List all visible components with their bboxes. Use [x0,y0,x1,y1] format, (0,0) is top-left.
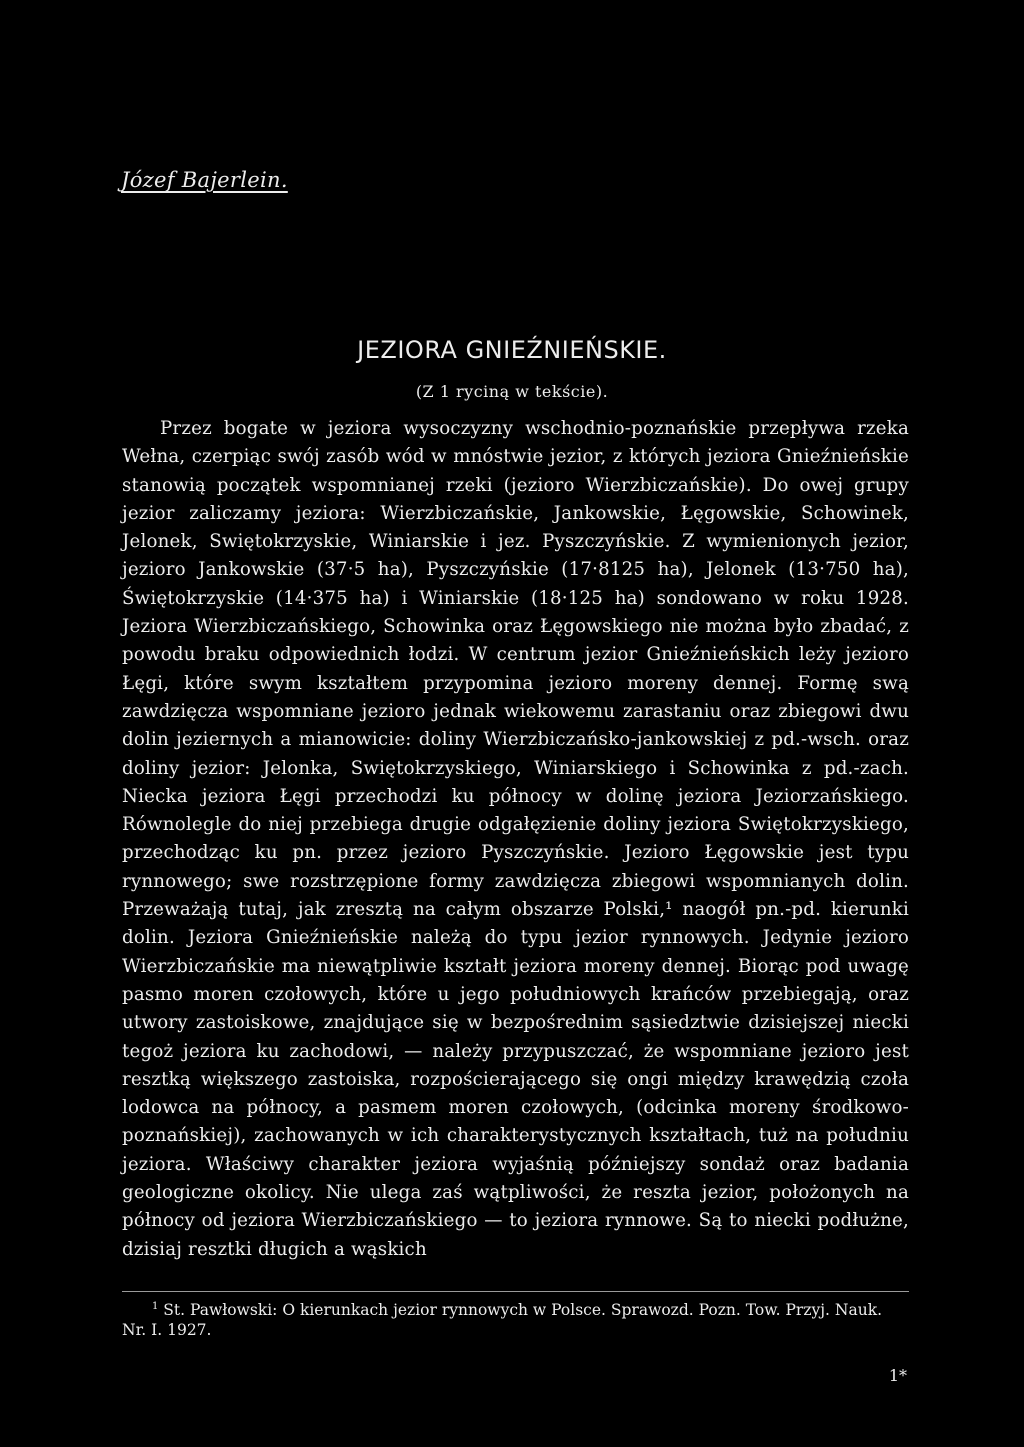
footnote [122,1297,909,1340]
author-name: Józef Bajerlein. [121,168,288,192]
body-paragraph: Przez bogate w jeziora wysoczyzny wschodnio-poznańskie przepływa rzeka Wełna, czerpiąc swój zasób wód w mnóstwie jezior, z których jeziora Gnieźnieńskie stanowią początek wspomnianej rzeki (jezioro Wierzbiczańskie). Do owej grupy jezior zaliczamy jeziora: Wierzbiczańskie, Jankowskie, Łęgowskie, Schowinek, Jelonek, Swiętokrzyskie, Winiarskie i jez. Pyszczyńskie. Z wymienionych jezior, jezioro Jankowskie (37·5 ha), Pyszczyńskie (17·8125 ha), Jelonek (13·750 ha), Świętokrzyskie (14·375 ha) i Winiarskie (18·125 ha) sondowano w roku 1928. Jeziora Wierzbiczańskiego, Schowinka oraz Łęgowskiego nie można było zbadać, z powodu braku odpowiednich łodzi. W centrum jezior Gnieźnieńskich leży jezioro Łęgi, które swym kształtem przypomina jezioro moreny dennej. Formę swą zawdzięcza wspomniane jezioro jednak wiekowemu zarastaniu oraz zbiegowi dwu dolin jeziernych a mianowicie: doliny Wierzbiczańsko-jankowskiej z pd.-wsch. oraz doliny jezior: Jelonka, Swiętokrzyskiego, Winiarskiego i Schowinka z pd.-zach. Niecka jeziora Łęgi przechodzi ku północy w dolinę jeziora Jeziorzańskiego. Równolegle do niej przebiega drugie odgałęzienie doliny jeziora Swiętokrzyskiego, przechodząc ku pn. przez jezioro Pyszczyńskie. Jezioro Łęgowskie jest typu rynnowego; swe rozstrzępione formy zawdzięcza zbiegowi wspomnianych dolin. Przeważają tutaj, jak zresztą na całym obszarze Polski,¹ naogół pn.-pd. kierunki dolin. Jeziora Gnieźnieńskie należą do typu jezior rynnowych. Jedynie jezioro Wierzbiczańskie ma niewątpliwie kształt jeziora moreny dennej. Biorąc pod uwagę pasmo moren czołowych, które u jego południowych krańców przebiegają, oraz utwory zastoiskowe, znajdujące się w bezpośrednim sąsiedztwie dzisiejszej niecki tegoż jeziora ku zachodowi, — należy przypuszczać, że wspomniane jezioro jest resztką większego zastoiska, rozpościerającego się ongi między krawędzią czoła lodowca na północy, a pasmem moren czołowych, (odcinka moreny środkowo-poznańskiej), zachowanych w ich charakterystycznych kształtach, tuż na południu jeziora. Właściwy charakter jeziora wyjaśnią późniejszy sondaż oraz badania geologiczne okolicy. Nie ulega zaś wątpliwości, że reszta jezior, położonych na północy od jeziora Wierzbiczańskiego — to jeziora rynnowe. Są to niecki podłużne, dzisiaj resztki długich a wąskich [122,418,909,1260]
signature-mark: 1* [888,1366,907,1385]
article-title: JEZIORA GNIEŹNIEŃSKIE. [357,336,667,364]
footnote-marker: 1 [152,1301,159,1312]
footnote-divider [122,1291,909,1292]
article-subtitle: (Z 1 ryciną w tekście). [415,382,609,401]
footnote-text: St. Pawłowski: O kierunkach jezior rynnowych w Polsce. Sprawozd. Pozn. Tow. Przyj. Nauk. Nr. I. 1927. [122,1301,883,1340]
